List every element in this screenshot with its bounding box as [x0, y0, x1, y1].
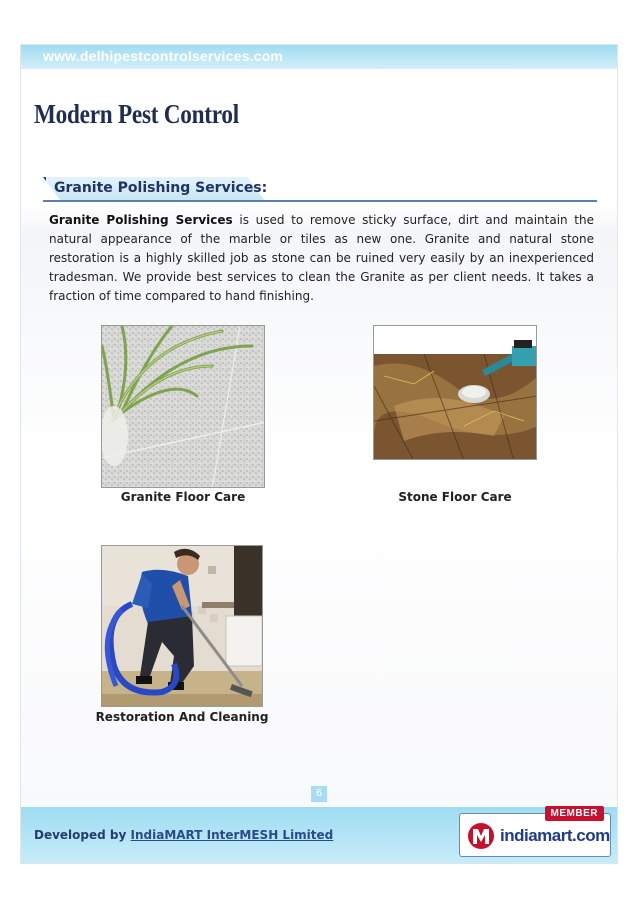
top-banner	[21, 45, 617, 69]
stone-polishing-photo	[373, 325, 537, 460]
page-number: 6	[311, 786, 327, 802]
granite-floor-photo	[101, 325, 265, 488]
heading-underline	[43, 200, 597, 202]
section-body	[49, 211, 594, 306]
developer-link[interactable]: IndiaMART InterMESH Limited	[130, 828, 334, 842]
caption-restoration: Restoration And Cleaning	[95, 710, 269, 724]
section-heading	[43, 177, 597, 203]
caption-granite-floor: Granite Floor Care	[120, 490, 246, 504]
cleaning-worker-photo	[101, 545, 263, 707]
section-title: Granite Polishing Services:	[54, 180, 268, 196]
header	[21, 69, 617, 161]
developed-by-label: Developed by	[34, 828, 131, 842]
indiamart-m-icon	[466, 820, 496, 852]
site-url[interactable]: www.delhipestcontrolservices.com	[43, 48, 284, 64]
indiamart-logo-text: indiamart.com	[500, 826, 610, 845]
body-text: is used to remove sticky surface, dirt and maintain the natural appearance of the marble or tiles as new one. Granite and natural stone restoration is a highly skilled job as stone can be ruined very easily by an inexperienced tradesman. We provide best services to clean the Granite as per client needs. It takes a fraction of time compared to hand finishing.	[49, 213, 595, 303]
body-lead: Granite Polishing Services	[49, 213, 233, 227]
caption-stone-floor: Stone Floor Care	[398, 490, 512, 504]
company-name: Modern Pest Control	[34, 99, 239, 129]
page-frame	[20, 44, 618, 864]
member-badge: MEMBER	[545, 806, 604, 821]
developed-by	[34, 828, 333, 842]
footer	[21, 807, 617, 863]
indiamart-logo[interactable]	[459, 808, 611, 857]
